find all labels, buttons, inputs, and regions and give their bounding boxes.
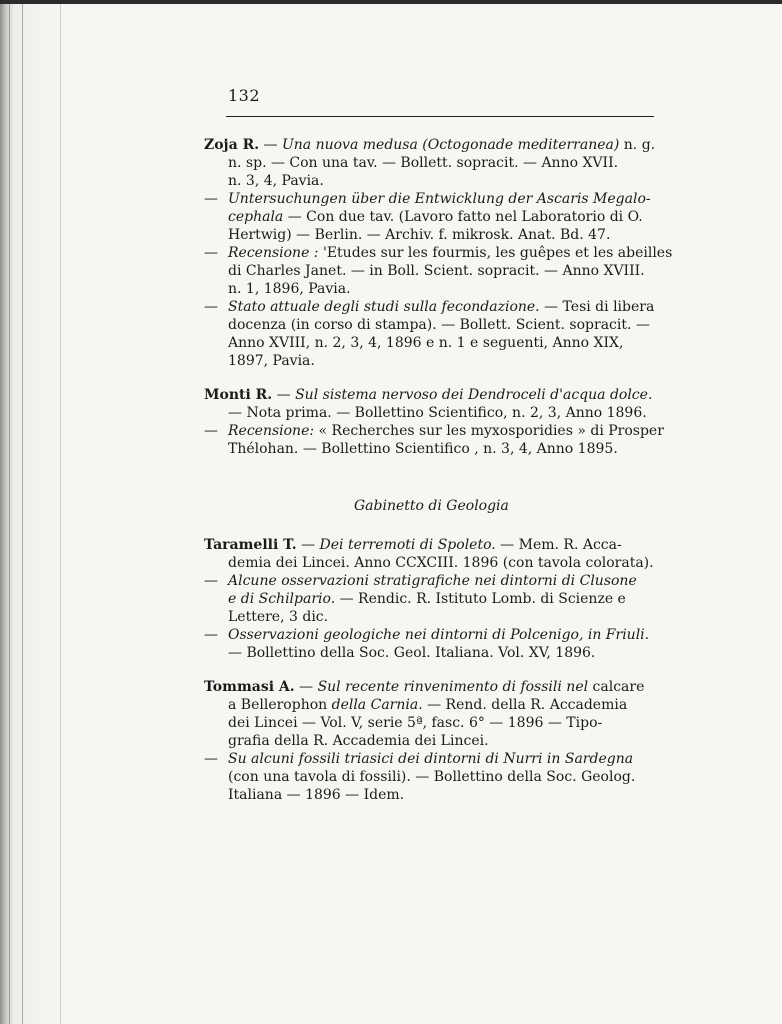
spine-edge-line [60,0,61,1024]
work-text: — Nota prima. — Bollettino Scientifico, n. 2, 3, Anno 1896. [228,405,647,421]
entry-line: — Stato attuale degli studi sulla fecondazione. — Tesi di libera [204,299,655,315]
work-title: Osservazioni geologiche nei dintorni di Polcenigo, in Friuli. [228,627,650,643]
bibliography-bottom-block [204,536,656,804]
page-number: 132 [228,86,261,105]
page-top-edge [0,0,782,4]
work-text: calcare [592,679,645,695]
work-text: docenza (in corso di stampa). — Bollett. Scient. sopracit. — [228,317,650,333]
work-title: cephala [228,209,284,225]
entry-line [204,208,656,226]
work-title: Alcune osservazioni stratigrafiche nei dintorni di Clusone [228,573,637,589]
work-title: Recensione : [228,245,319,261]
work-text: — Mem. R. Acca- [500,537,622,553]
entry-line [204,696,656,714]
entry-line: — Recensione : 'Etudes sur les fourmis, les guêpes et les abeilles [204,245,673,261]
work-text: — Con due tav. (Lavoro fatto nel Laboratorio di O. [287,209,643,225]
work-title: della Carnia. [331,697,423,713]
entry-line: — Recensione: « Recherches sur les myxosporidies » di Prosper [204,423,664,439]
work-title: Sul recente rinvenimento di fossili nel [317,679,589,695]
work-text: — Rend. della R. Accademia [427,697,628,713]
spine-edge-line [22,0,23,1024]
work-text: « Recherches sur les myxosporidies » di Prosper [318,423,664,439]
work-text: — Tesi di libera [544,299,655,315]
entry-line [204,590,656,608]
entry-monti-line: Monti R. — Sul sistema nervoso dei Dendroceli d'acqua dolce. [204,387,653,403]
work-title: Stato attuale degli studi sulla fecondazione. [228,299,540,315]
entry-line: — Alcune osservazioni stratigrafiche nei dintorni di Clusone [204,573,637,589]
work-title: e di Schilpario. [228,591,336,607]
work-title: Sul sistema nervoso dei Dendroceli d'acqua dolce. [295,387,653,403]
entry-taramelli-line: Taramelli T. — Dei terremoti di Spoleto. — Mem. R. Acca- [204,537,622,553]
entry-tommasi-line: Tommasi A. — Sul recente rinvenimento di fossili nel calcare [204,679,645,695]
work-text: Anno XVIII, n. 2, 3, 4, 1896 e n. 1 e seguenti, Anno XIX, [228,335,624,351]
work-text: demia dei Lincei. Anno CCXCIII. 1896 (con tavola colorata). [228,555,654,571]
work-text: Thélohan. — Bollettino Scientifico , n. 3, 4, Anno 1895. [228,441,618,457]
work-text: — Rendic. R. Istituto Lomb. di Scienze e [339,591,626,607]
bibliography-top-block [204,136,673,458]
work-text: n. sp. — Con una tav. — Bollett. sopracit. — Anno XVII. [228,155,619,171]
entry-line: — Su alcuni fossili triasici dei dintorni di Nurri in Sardegna [204,751,634,767]
work-text: dei Lincei — Vol. V, serie 5ª, fasc. 6° — 1896 — Tipo- [228,715,603,731]
work-text: (con una tavola di fossili). — Bollettino della Soc. Geolog. [228,769,636,785]
work-text: Italiana — 1896 — Idem. [228,787,405,803]
author-taramelli: Taramelli T. [204,537,297,553]
work-title: Dei terremoti di Spoleto. [319,537,496,553]
work-title: Su alcuni fossili triasici dei dintorni di Nurri in Sardegna [228,751,634,767]
work-text: n. g. [623,137,656,153]
work-text: a Bellerophon [228,697,328,713]
entry-line: — Untersuchungen über die Entwicklung der Ascaris Megalo- [204,191,651,207]
work-text: 'Etudes sur les fourmis, les guêpes et les abeilles [322,245,673,261]
work-text: — Bollettino della Soc. Geol. Italiana. Vol. XV, 1896. [228,645,596,661]
entry-line: — Osservazioni geologiche nei dintorni di Polcenigo, in Friuli. [204,627,650,643]
work-text: Hertwig) — Berlin. — Archiv. f. mikrosk. Anat. Bd. 47. [228,227,611,243]
author-tommasi: Tommasi A. [204,679,295,695]
work-text: 1897, Pavia. [228,353,315,369]
work-text: Lettere, 3 dic. [228,609,329,625]
author-monti: Monti R. [204,387,273,403]
work-text: n. 3, 4, Pavia. [228,173,324,189]
spine-edge-line [9,0,10,1024]
work-text: n. 1, 1896, Pavia. [228,281,351,297]
work-title: Untersuchungen über die Entwicklung der Ascaris Megalo- [228,191,651,207]
work-title: Recensione: [228,423,315,439]
work-title: Una nuova medusa (Octogonade mediterranea) [281,137,620,153]
header-rule [226,116,654,117]
work-text: di Charles Janet. — in Boll. Scient. sopracit. — Anno XVIII. [228,263,645,279]
work-text: grafia della R. Accademia dei Lincei. [228,733,489,749]
section-heading: Gabinetto di Geologia [354,498,509,514]
entry-zoja-line: Zoja R. — Una nuova medusa (Octogonade mediterranea) n. g. [204,137,656,153]
author-zoja: Zoja R. [204,137,260,153]
